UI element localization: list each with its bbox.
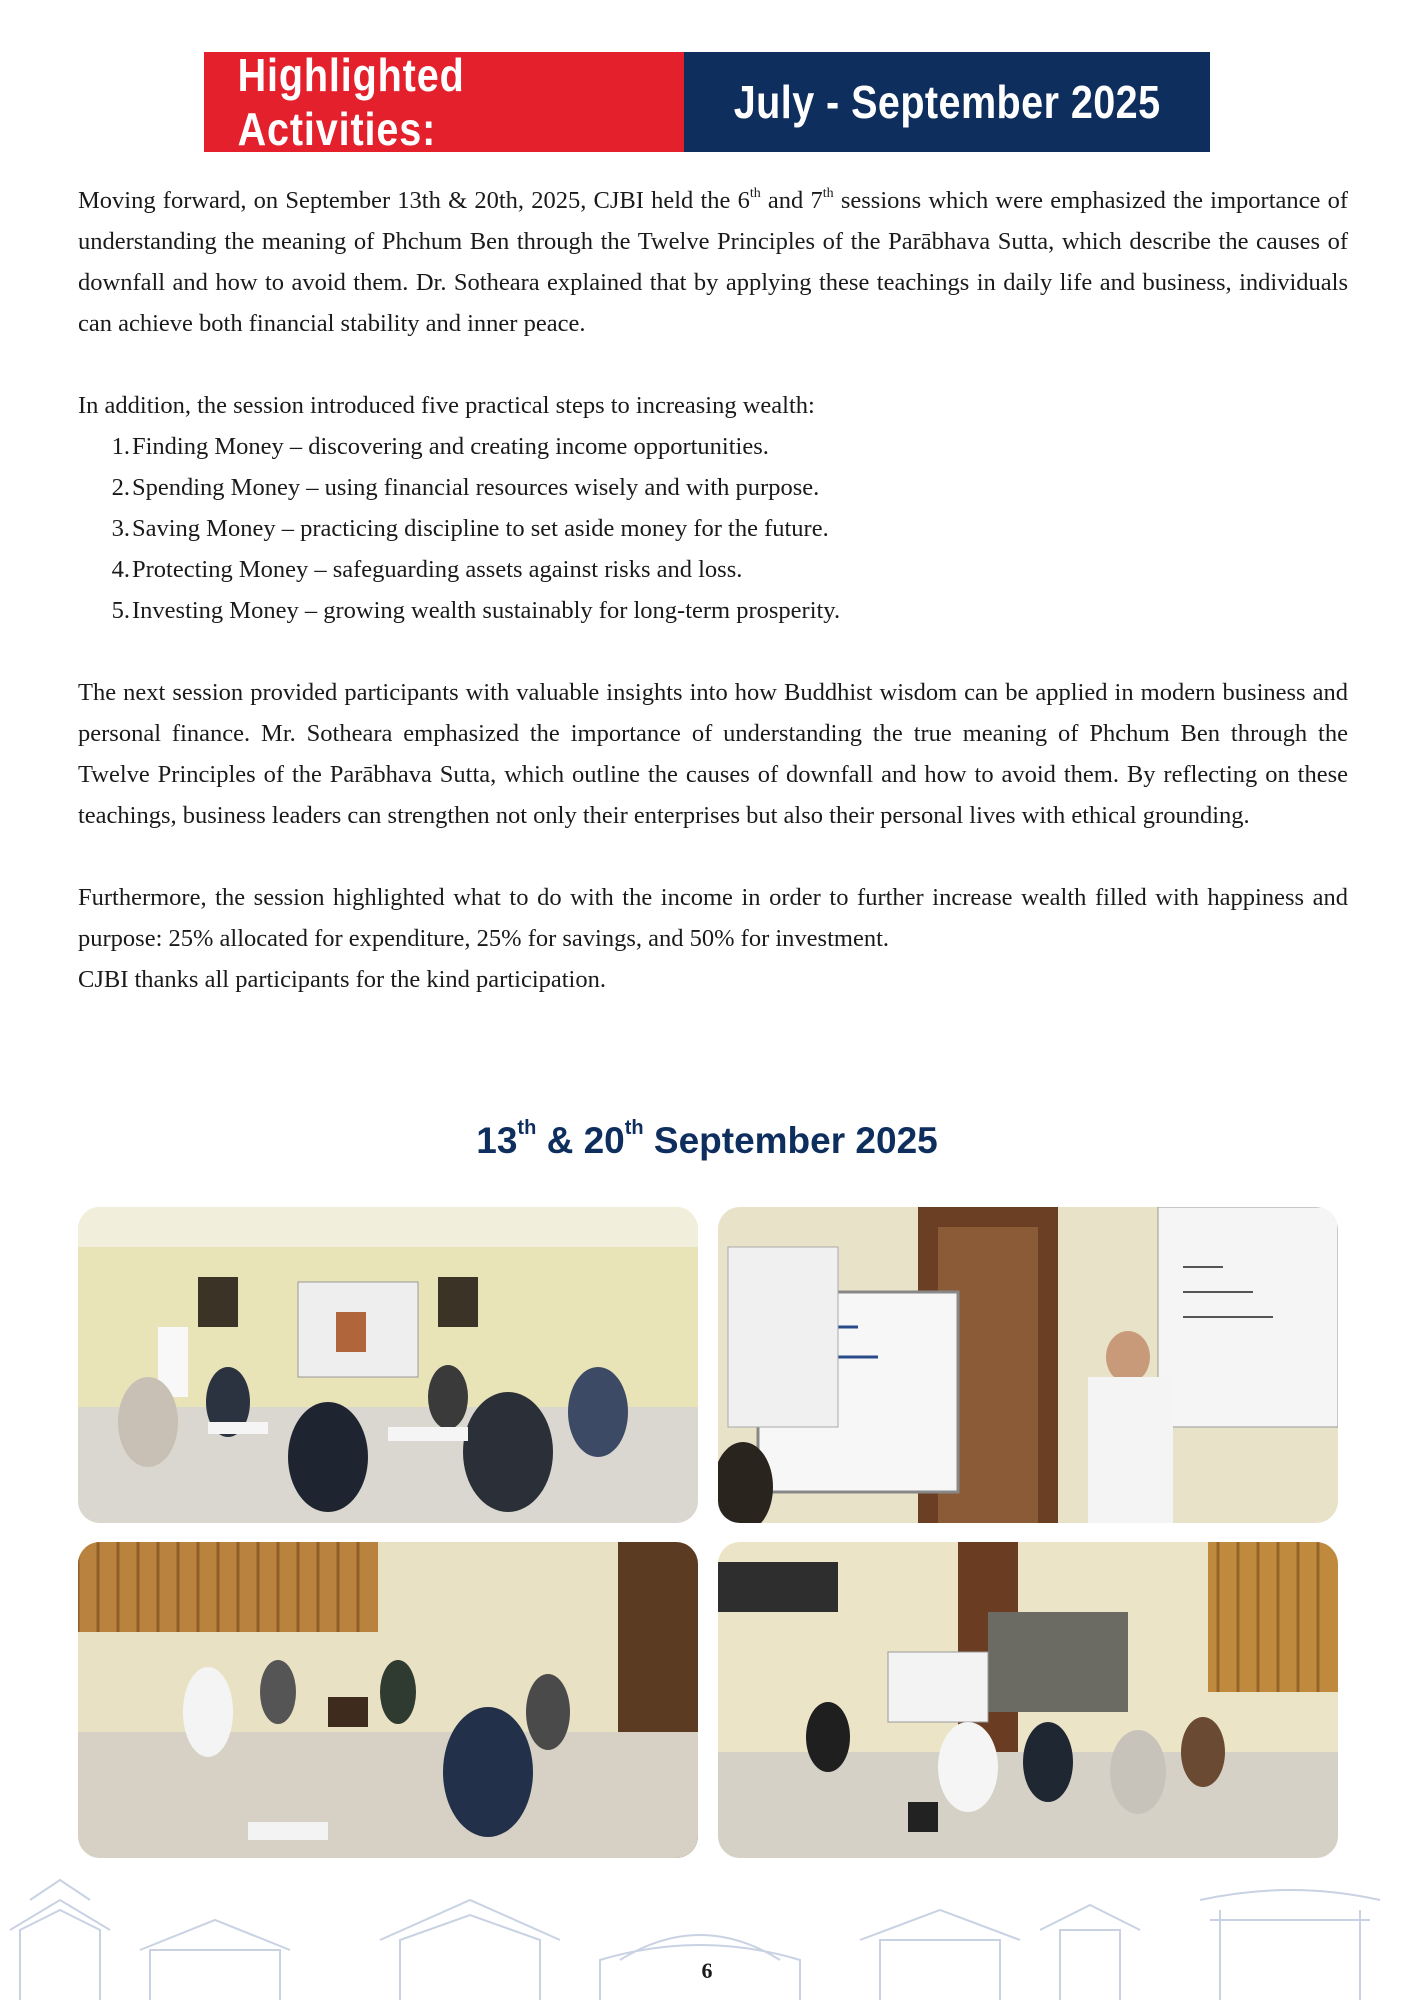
list-item xyxy=(102,549,1348,590)
header-right-label: July - September 2025 xyxy=(733,76,1161,128)
paragraph-1-part-a: Moving forward, on September 13th & 20th, 2025, CJBI held the 6 xyxy=(78,187,750,214)
paragraph-1 xyxy=(78,180,1348,344)
list-number: 4. xyxy=(111,556,130,583)
wealth-steps-list xyxy=(78,426,1348,631)
photo-classroom-circle xyxy=(78,1207,698,1523)
photo-speaker-whiteboard xyxy=(718,1207,1338,1523)
list-number: 3. xyxy=(111,515,130,542)
header-left-block xyxy=(204,49,684,155)
list-text: Investing Money – growing wealth sustainably for long-term prosperity. xyxy=(132,597,841,624)
superscript: th xyxy=(822,185,834,201)
header-banner xyxy=(204,49,1210,155)
list-number: 5. xyxy=(111,597,130,624)
header-right-block xyxy=(684,52,1210,152)
paragraph-3: The next session provided participants with valuable insights into how Buddhist wisdom can be applied in modern business and personal finance. Mr. Sotheara emphasized the importance of understanding the true meaning of Phchum Ben through the Twelve Principles of the Parābhava Sutta, which outline the causes of downfall and how to avoid them. By reflecting on these teachings, business leaders can strengthen not only their enterprises but also their personal lives with ethical grounding. xyxy=(78,679,1348,829)
list-text: Saving Money – practicing discipline to set aside money for the future. xyxy=(132,515,829,542)
list-number: 2. xyxy=(111,474,130,501)
list-text: Finding Money – discovering and creating income opportunities. xyxy=(132,433,769,460)
list-text: Spending Money – using financial resources wisely and with purpose. xyxy=(132,474,820,501)
photo-screen-presentation xyxy=(718,1542,1338,1858)
page-number: 6 xyxy=(701,1958,713,1983)
list-item xyxy=(102,426,1348,467)
photo-participants-circle xyxy=(78,1542,698,1858)
list-number: 1. xyxy=(111,433,130,460)
paragraph-1-part-c: sessions which were emphasized the importance of understanding the meaning of Phchum Ben through the Twelve Principles of the Parābhava Sutta, which describe the causes of downfall and how to avoid them. Dr. Sotheara explained that by applying these teachings in daily life and business, individuals can achieve both financial stability and inner peace. xyxy=(78,187,1348,337)
superscript: th xyxy=(624,1116,644,1139)
list-item xyxy=(102,590,1348,631)
date-part: 13 xyxy=(476,1120,518,1161)
superscript: th xyxy=(749,185,761,201)
paragraph-1-part-b: and 7 xyxy=(760,187,823,214)
article-body xyxy=(78,180,1348,1000)
header-left-label: Highlighted Activities: xyxy=(237,49,465,155)
paragraph-5: CJBI thanks all participants for the kind participation. xyxy=(78,966,606,993)
list-item xyxy=(102,508,1348,549)
list-item xyxy=(102,467,1348,508)
superscript: th xyxy=(517,1116,537,1139)
date-part: & 20 xyxy=(536,1120,625,1161)
paragraph-4: Furthermore, the session highlighted what to do with the income in order to further increase wealth filled with happiness and purpose: 25% allocated for expenditure, 25% for savings, and 50% for investment. xyxy=(78,884,1348,952)
date-part: September 2025 xyxy=(643,1120,938,1161)
list-text: Protecting Money – safeguarding assets against risks and loss. xyxy=(132,556,743,583)
photo-section-title xyxy=(0,1116,1414,1162)
paragraph-2-intro: In addition, the session introduced five practical steps to increasing wealth: xyxy=(78,392,815,419)
